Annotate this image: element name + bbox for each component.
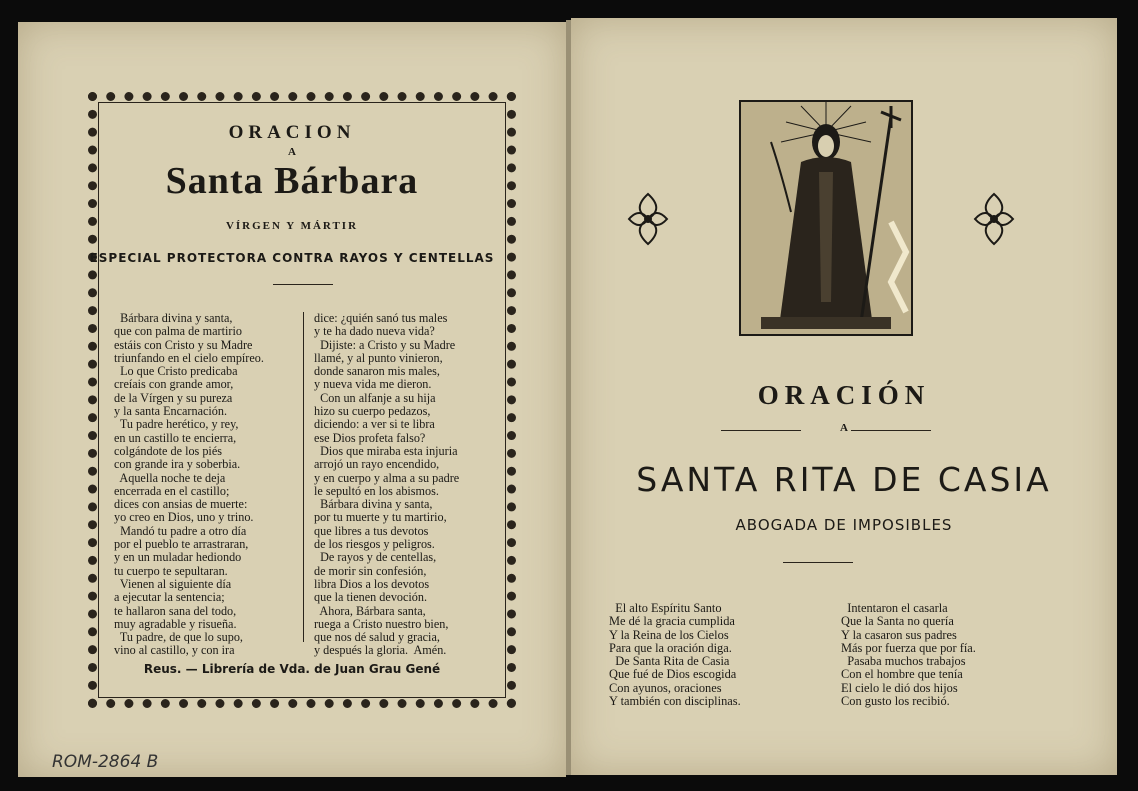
left-divider-ornament	[273, 284, 333, 285]
right-verse-column-2: Intentaron el casarla Que la Santa no quería Y la casaron sus padres Más por fuerza que por fía. Pasaba muchos trabajos Con el hombre que tenía El cielo le dió dos hijos Con gusto los recibió.	[841, 601, 976, 709]
printer-footer: Reus. — Librería de Vda. de Juan Grau Gené	[143, 662, 441, 676]
title-rule-right	[851, 430, 931, 431]
rosette-ornament-icon	[973, 190, 1015, 248]
right-verse-column-1: El alto Espíritu Santo Me dé la gracia cumplida Y la Reina de los Cielos Para que la oración diga. De Santa Rita de Casia Que fué de Dios escogida Con ayunos, oraciones Y también con disciplinas.	[609, 601, 741, 709]
rosette-ornament-icon	[627, 190, 669, 248]
right-saint-name: SANTA RITA DE CASIA	[636, 460, 1052, 499]
left-verse-column-1: Bárbara divina y santa, que con palma de martirio estáis con Cristo y su Madre triunfando en el cielo empíreo. Lo que Cristo predicaba creíais con grande amor, de la Vírgen y su pureza y la santa Encarnación. Tu padre herético, y rey, en un castillo te encierra, colgándote de los piés con grande ira y soberbia. Aquella noche te deja encerrada en el castillo; dices con ansias de muerte: yo creo en Dios, uno y trino. Mandó tu padre a otro día por el pueblo te arrastraran, y en un muladar hediondo tu cuerpo te sepultaran. Vienen al siguiente día a ejecutar la sentencia; te hallaron sana del todo, muy agradable y risueña. Tu padre, de que lo supo, vino al castillo, y con ira	[114, 311, 264, 658]
right-page	[571, 18, 1117, 775]
right-divider-ornament	[783, 562, 853, 563]
right-subtitle: ABOGADA DE IMPOSIBLES	[735, 516, 953, 534]
saint-rita-woodcut-icon	[739, 100, 913, 336]
left-subtitle: VÍRGEN Y MÁRTIR	[225, 220, 359, 232]
left-verse-column-2: dice: ¿quién sanó tus males y te ha dado nueva vida? Dijiste: a Cristo y su Madre llamé, y al punto vinieron, donde sanaron mis males, y nueva vida me dieron. Con un alfanje a su hija hizo su cuerpo pedazos, diciendo: a ver si te libra ese Dios profeta falso? Dios que miraba esta injuria arrojó un rayo encendido, y en cuerpo y alma a su padre le sepultó en los abismos. Bárbara divina y santa, por tu muerte y tu martirio, que libres a tus devotos de los riesgos y peligros. De rayos y de centellas, de morir sin confesión, libra Dios a los devotos que la tienen devoción. Ahora, Bárbara santa, ruega a Cristo nuestro bien, que nos dé salud y gracia, y después la gloria. Amén.	[314, 311, 460, 658]
right-preposition: A	[840, 422, 848, 434]
archive-stamp: ROM-2864 B	[52, 752, 159, 772]
left-page	[18, 22, 566, 777]
left-preposition: A	[288, 146, 296, 158]
left-title: ORACION	[228, 122, 356, 143]
left-protector-line: ESPECIAL PROTECTORA CONTRA RAYOS Y CENTELLAS	[89, 251, 495, 265]
left-saint-name: Santa Bárbara	[165, 160, 419, 202]
column-rule	[303, 312, 304, 642]
right-title: ORACIÓN	[757, 380, 931, 410]
